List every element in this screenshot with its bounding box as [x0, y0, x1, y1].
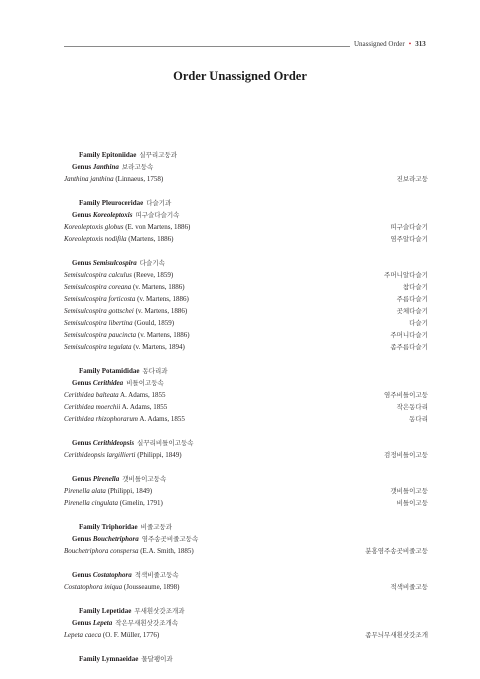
genus-korean-name: 비틀이고둥속 [126, 379, 164, 387]
bullet-icon: • [408, 40, 412, 48]
species-row [64, 317, 428, 329]
genus-korean-name: 띠구슬다슬기속 [135, 211, 180, 219]
genus-korean-name: 갯비틀이고둥속 [122, 475, 167, 483]
species-name: Costatophora iniqua [64, 583, 123, 591]
family-korean-name: 물달팽이과 [141, 655, 173, 663]
species-row [64, 293, 428, 305]
species-name: Semisulcospira libertina [64, 319, 133, 327]
page-number: 313 [415, 40, 426, 48]
species-row [64, 329, 428, 341]
genus-heading [64, 377, 428, 389]
species-korean-name: 띠구슬다슬기 [390, 223, 428, 231]
family-korean-name: 다슬기과 [146, 199, 172, 207]
family-heading [64, 149, 428, 161]
genus-label: Genus [72, 475, 93, 483]
genus-heading [64, 473, 428, 485]
genus-label: Genus [72, 535, 93, 543]
species-author: (Gould, 1859) [134, 319, 175, 327]
genus-heading [64, 533, 428, 545]
genus-label: Genus [72, 619, 93, 627]
block-gap [64, 461, 428, 473]
family-korean-name: 무새흰삿갓조개과 [134, 607, 185, 615]
genus-korean-name: 적색비줄고둥속 [134, 571, 179, 579]
species-row [64, 497, 428, 509]
family-name: Family Lymnaeidae [79, 655, 139, 663]
species-row [64, 389, 428, 401]
species-row [64, 221, 428, 233]
family-heading [64, 365, 428, 377]
species-korean-name: 주름다슬기 [396, 295, 428, 303]
family-heading [64, 605, 428, 617]
species-korean-name: 좀무늬무새흰삿갓조개 [365, 631, 428, 639]
species-korean-name: 비틀이고둥 [396, 499, 428, 507]
species-author: (v. Martens, 1886) [132, 283, 185, 291]
running-title: Unassigned Order [354, 40, 405, 48]
species-name: Semisulcospira gottschei [64, 307, 134, 315]
species-row [64, 545, 428, 557]
species-name: Janthina janthina [64, 175, 114, 183]
species-name: Cerithidea balteata [64, 391, 119, 399]
genus-korean-name: 작은무새흰삿갓조개속 [115, 619, 179, 627]
species-name: Koreoleptoxis globus [64, 223, 124, 231]
species-name: Cerithidea rhizophorarum [64, 415, 138, 423]
species-row [64, 413, 428, 425]
genus-korean-name: 염주송곳비줄고둥속 [141, 535, 199, 543]
species-name: Koreoleptoxis nodifila [64, 235, 127, 243]
block-gap [64, 245, 428, 257]
species-author: (E.A. Smith, 1885) [140, 547, 194, 555]
species-name: Bouchetriphora conspersa [64, 547, 139, 555]
species-korean-name: 곳체다슬기 [396, 307, 428, 315]
genus-heading [64, 161, 428, 173]
species-author: (v. Martens, 1886) [137, 331, 190, 339]
species-name: Pirenella cingulata [64, 499, 118, 507]
species-korean-name: 동다리 [409, 415, 428, 423]
genus-label: Genus [72, 439, 93, 447]
species-korean-name: 분홍염주송곳비줄고둥 [365, 547, 428, 555]
species-korean-name: 검정비틀이고둥 [384, 451, 428, 459]
species-korean-name: 작은동다리 [396, 403, 428, 411]
species-author: (Jousseaume, 1898) [123, 583, 180, 591]
family-heading [64, 521, 428, 533]
species-korean-name: 다슬기 [409, 319, 428, 327]
genus-name: Pirenella [92, 475, 120, 483]
genus-heading [64, 209, 428, 221]
genus-korean-name: 다슬기속 [139, 259, 165, 267]
family-name: Family Lepetidae [79, 607, 132, 615]
genus-korean-name: 보라고둥속 [121, 163, 154, 171]
species-korean-name: 좀주름다슬기 [390, 343, 428, 351]
family-korean-name: 동다리과 [142, 367, 168, 375]
block-gap [64, 425, 428, 437]
block-gap [64, 509, 428, 521]
species-author: (v. Martens, 1886) [135, 307, 188, 315]
species-name: Semisulcospira forticosta [64, 295, 136, 303]
genus-name: Cerithidea [92, 379, 124, 387]
species-row [64, 281, 428, 293]
genus-label: Genus [72, 259, 93, 267]
species-row [64, 401, 428, 413]
species-name: Cerithidea moerchii [64, 403, 121, 411]
species-name: Semisulcospira tegulata [64, 343, 132, 351]
species-author: (Philippi, 1849) [137, 451, 182, 459]
species-row [64, 581, 428, 593]
block-gap [64, 353, 428, 365]
species-author: (v. Martens, 1886) [137, 295, 189, 303]
species-korean-name: 참다슬기 [402, 283, 428, 291]
species-row [64, 341, 428, 353]
species-korean-name: 갯비틀이고둥 [390, 487, 428, 495]
species-name: Semisulcospira paucincta [64, 331, 137, 339]
genus-heading [64, 437, 428, 449]
family-korean-name: 비줄고둥과 [140, 523, 173, 531]
species-author: (Linnaeus, 1758) [115, 175, 164, 183]
header-rule [64, 46, 350, 47]
species-row [64, 305, 428, 317]
taxonomy-list [64, 149, 428, 665]
genus-heading [64, 569, 428, 581]
family-heading [64, 197, 428, 209]
genus-label: Genus [72, 163, 93, 171]
species-author: A. Adams, 1855 [120, 391, 166, 399]
species-author: (Gmelin, 1791) [119, 499, 163, 507]
species-korean-name: 염주알다슬기 [390, 235, 428, 243]
species-korean-name: 진보라고둥 [396, 175, 428, 183]
species-author: (Martens, 1886) [128, 235, 174, 243]
species-name: Cerithideopsis largillierti [64, 451, 136, 459]
species-korean-name: 주머니다슬기 [390, 331, 428, 339]
genus-label: Genus [72, 379, 93, 387]
block-gap [64, 185, 428, 197]
species-row [64, 629, 428, 641]
family-korean-name: 실꾸리고둥과 [139, 151, 178, 159]
genus-label: Genus [72, 571, 93, 579]
genus-name: Janthina [92, 163, 119, 171]
species-row [64, 449, 428, 461]
species-row [64, 173, 428, 185]
family-heading [64, 653, 428, 665]
genus-name: Semisulcospira [92, 259, 137, 267]
species-author: (Philippi, 1849) [107, 487, 153, 495]
genus-name: Bouchetriphora [92, 535, 139, 543]
species-korean-name: 주머니알다슬기 [384, 271, 428, 279]
species-author: (E. von Martens, 1886) [125, 223, 191, 231]
family-name: Family Potamididae [79, 367, 140, 375]
genus-heading [64, 617, 428, 629]
genus-korean-name: 실꾸리비틀이고둥속 [137, 439, 194, 447]
family-name: Family Triphoridae [79, 523, 138, 531]
page-title: Order Unassigned Order [173, 69, 307, 83]
species-author: A. Adams, 1855 [121, 403, 168, 411]
species-row [64, 485, 428, 497]
block-gap [64, 557, 428, 569]
species-row [64, 269, 428, 281]
species-name: Semisulcospira calculus [64, 271, 132, 279]
genus-name: Lepeta [92, 619, 113, 627]
species-korean-name: 염주비틀이고둥 [384, 391, 428, 399]
species-name: Semisulcospira coreana [64, 283, 132, 291]
genus-name: Cerithideopsis [92, 439, 135, 447]
running-head [354, 40, 426, 48]
species-korean-name: 적색비줄고둥 [390, 583, 428, 591]
genus-heading [64, 257, 428, 269]
genus-name: Koreoleptoxis [92, 211, 133, 219]
species-name: Pirenella alata [64, 487, 106, 495]
block-gap [64, 593, 428, 605]
species-author: (v. Martens, 1894) [133, 343, 185, 351]
family-name: Family Epitoniidae [79, 151, 137, 159]
species-author: A. Adams, 1855 [139, 415, 185, 423]
genus-name: Costatophora [92, 571, 132, 579]
species-author: (Reeve, 1859) [133, 271, 174, 279]
species-name: Lepeta caeca [64, 631, 102, 639]
genus-label: Genus [72, 211, 93, 219]
family-name: Family Pleuroceridae [79, 199, 144, 207]
block-gap [64, 641, 428, 653]
species-row [64, 233, 428, 245]
species-author: (O. F. Müller, 1776) [102, 631, 160, 639]
